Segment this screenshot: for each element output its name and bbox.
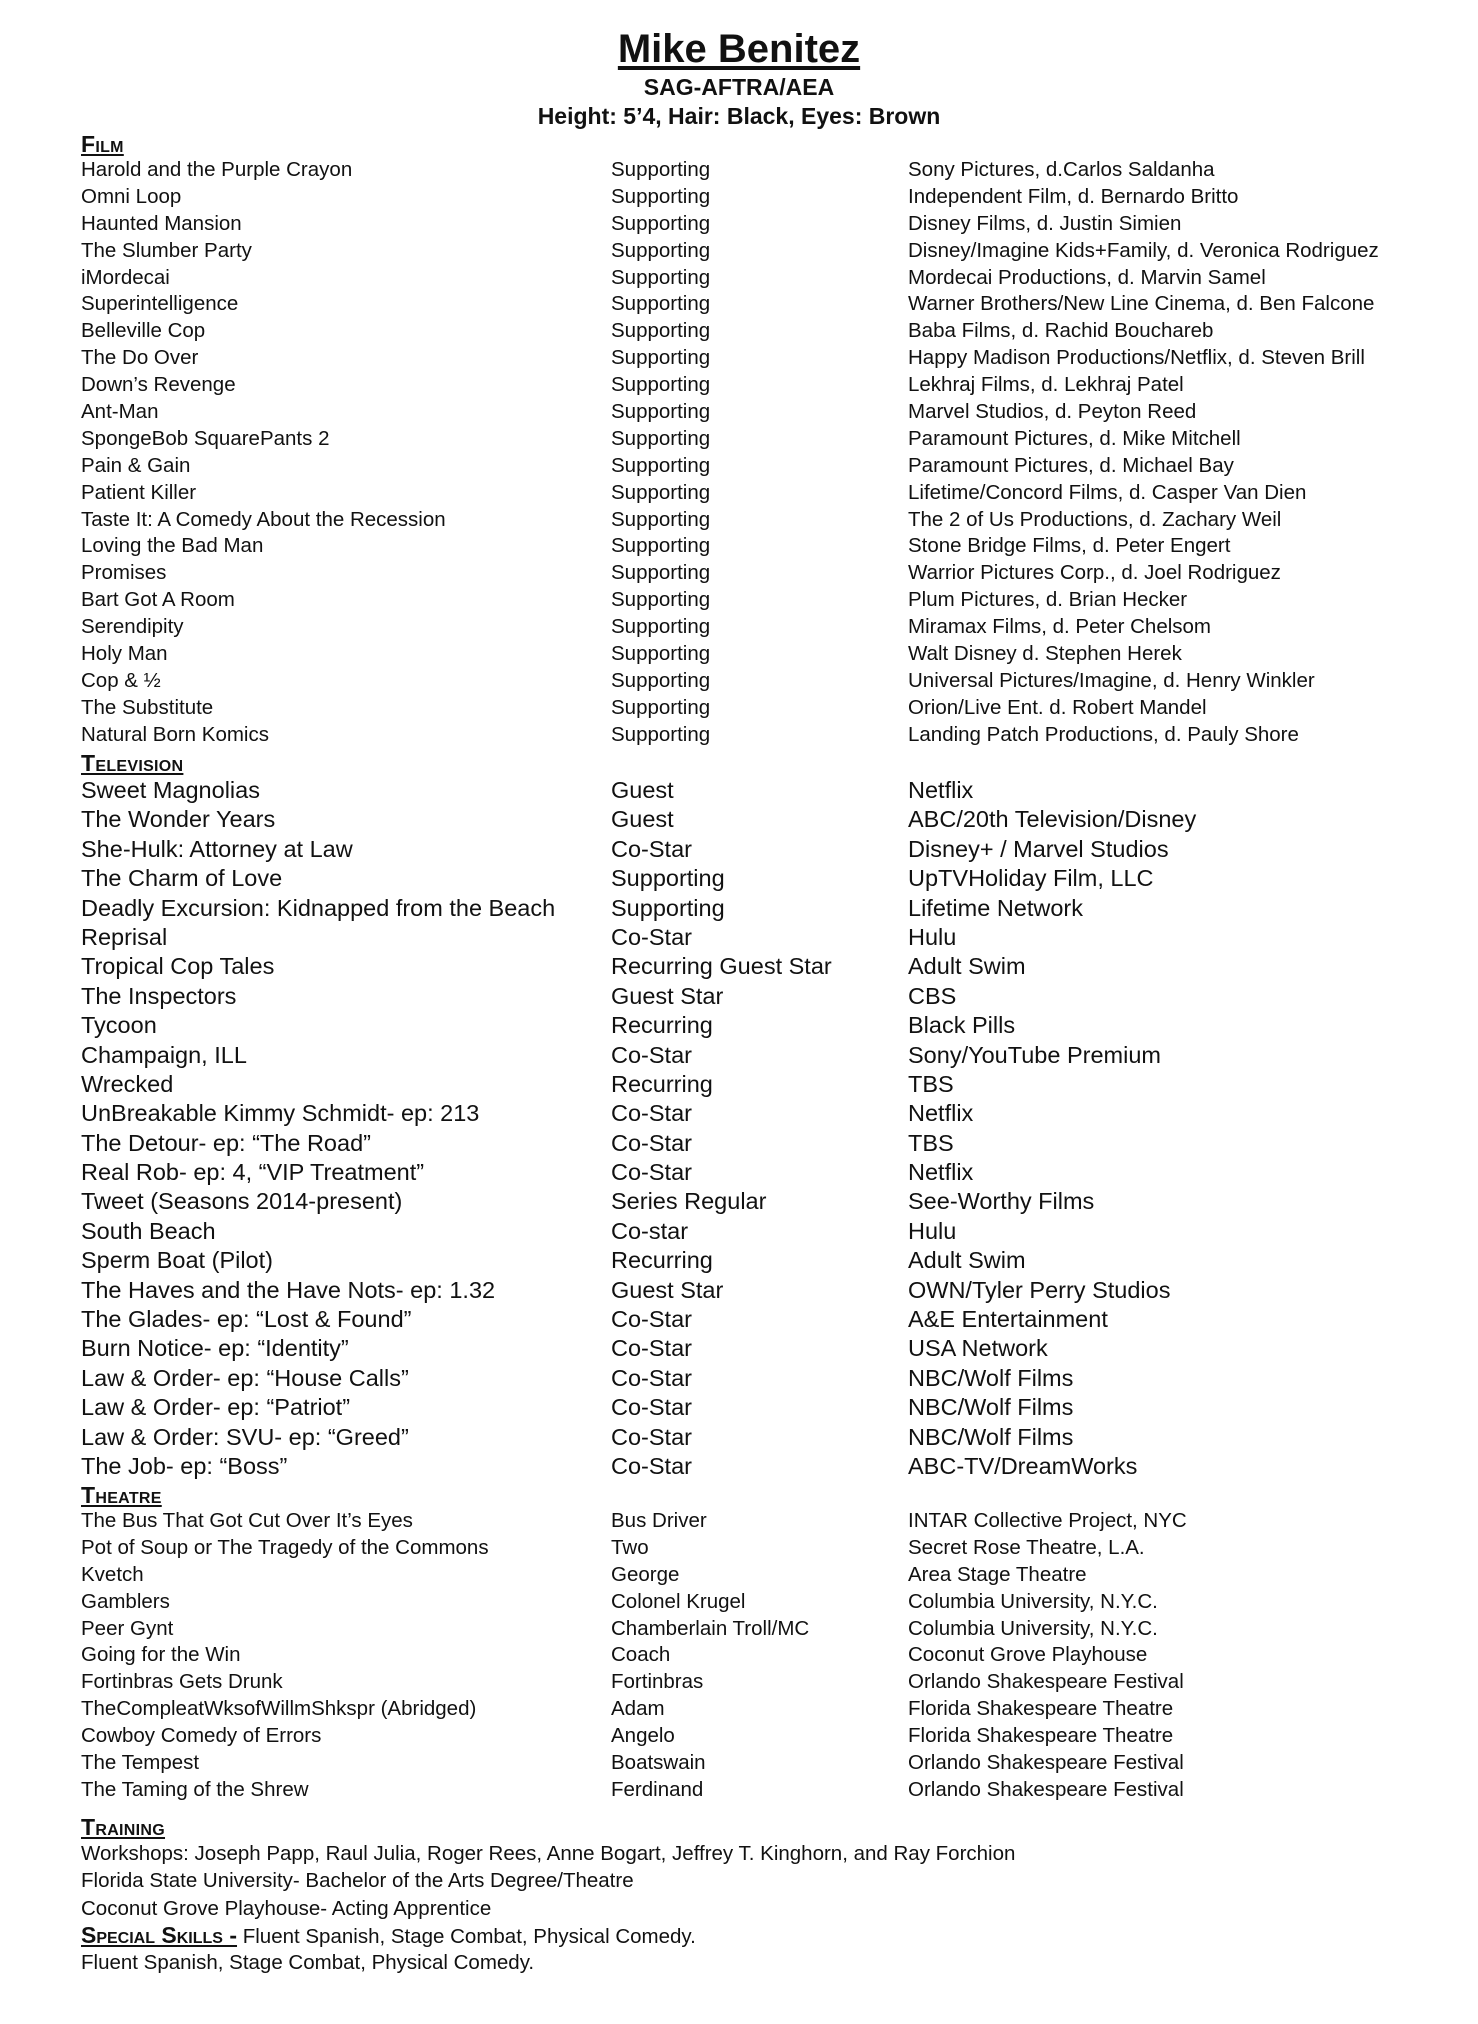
film-company: Paramount Pictures, d. Mike Mitchell (908, 426, 1241, 450)
theatre-row (0, 1642, 1478, 1669)
training-item: Workshops: Joseph Papp, Raul Julia, Roger Rees, Anne Bogart, Jeffrey T. Kinghorn, and Ray Forchion (81, 1842, 1016, 1865)
tv-company: Hulu (908, 923, 957, 950)
film-title: Taste It: A Comedy About the Recession (81, 507, 446, 531)
tv-row (0, 805, 1478, 834)
film-role: Supporting (611, 480, 711, 504)
film-row (0, 291, 1478, 318)
tv-row (0, 835, 1478, 864)
tv-row (0, 982, 1478, 1011)
tv-title: Real Rob- ep: 4, “VIP Treatment” (81, 1159, 425, 1186)
film-company: Stone Bridge Films, d. Peter Engert (908, 534, 1231, 558)
tv-row (0, 1129, 1478, 1158)
film-title: Natural Born Komics (81, 722, 269, 746)
film-row (0, 399, 1478, 426)
film-row (0, 157, 1478, 184)
tv-company: Adult Swim (908, 1247, 1026, 1274)
tv-title: Burn Notice- ep: “Identity” (81, 1335, 349, 1362)
tv-role: Series Regular (611, 1188, 767, 1215)
tv-row (0, 1217, 1478, 1246)
film-company: Landing Patch Productions, d. Pauly Shore (908, 722, 1299, 746)
tv-title: Law & Order- ep: “House Calls” (81, 1364, 409, 1391)
physical-stats: Height: 5’4, Hair: Black, Eyes: Brown (537, 103, 941, 129)
tv-row (0, 1364, 1478, 1393)
film-role: Supporting (611, 561, 711, 585)
training-item: Coconut Grove Playhouse- Acting Apprentice (81, 1896, 492, 1920)
theatre-role: Chamberlain Troll/MC (611, 1616, 810, 1640)
training-item: Florida State University- Bachelor of the Arts Degree/Theatre (81, 1869, 634, 1893)
film-role: Supporting (611, 588, 711, 612)
film-row (0, 211, 1478, 238)
film-role: Supporting (611, 615, 711, 639)
film-row (0, 614, 1478, 641)
tv-role: Co-Star (611, 1041, 692, 1068)
tv-company: ABC-TV/DreamWorks (908, 1452, 1138, 1479)
special-skills-line (81, 1922, 1461, 1949)
tv-row (0, 864, 1478, 893)
tv-row (0, 1246, 1478, 1275)
theatre-title: TheCompleatWksofWillmShkspr (Abridged) (81, 1697, 477, 1721)
film-title: Down’s Revenge (81, 373, 236, 397)
tv-title: Reprisal (81, 923, 168, 950)
tv-role: Recurring (611, 1247, 713, 1274)
tv-company: NBC/Wolf Films (908, 1394, 1074, 1421)
film-row (0, 426, 1478, 453)
theatre-company: Secret Rose Theatre, L.A. (908, 1535, 1145, 1559)
tv-row (0, 1393, 1478, 1422)
film-company: Sony Pictures, d.Carlos Saldanha (908, 158, 1215, 181)
film-title: Pain & Gain (81, 453, 191, 477)
film-row (0, 668, 1478, 695)
theatre-heading: Theatre (81, 1482, 162, 1508)
tv-row (0, 1070, 1478, 1099)
theatre-title: Peer Gynt (81, 1616, 174, 1640)
tv-company: Netflix (908, 777, 974, 803)
film-company: Miramax Films, d. Peter Chelsom (908, 615, 1212, 639)
tv-title: Sweet Magnolias (81, 777, 260, 803)
tv-title: UnBreakable Kimmy Schmidt- ep: 213 (81, 1100, 480, 1127)
film-company: Universal Pictures/Imagine, d. Henry Winkler (908, 668, 1315, 692)
tv-role: Co-Star (611, 1394, 692, 1421)
theatre-row (0, 1777, 1478, 1804)
theatre-role: Ferdinand (611, 1777, 704, 1801)
training-heading: Training (81, 1814, 166, 1840)
tv-title: Tycoon (81, 1012, 157, 1039)
film-company: Warner Brothers/New Line Cinema, d. Ben Falcone (908, 292, 1375, 316)
theatre-title: The Tempest (81, 1751, 200, 1775)
theatre-role: Bus Driver (611, 1509, 707, 1532)
tv-row (0, 1276, 1478, 1305)
film-row (0, 318, 1478, 345)
theatre-role: Boatswain (611, 1751, 706, 1775)
film-role: Supporting (611, 453, 711, 477)
film-title: iMordecai (81, 265, 170, 289)
film-heading: Film (81, 131, 124, 157)
tv-role: Co-Star (611, 1423, 692, 1450)
theatre-role: Fortinbras (611, 1670, 704, 1694)
tv-company: UpTVHoliday Film, LLC (908, 865, 1154, 892)
tv-role: Co-Star (611, 1452, 692, 1479)
theatre-title: Going for the Win (81, 1643, 241, 1667)
film-company: Marvel Studios, d. Peyton Reed (908, 400, 1197, 424)
film-title: Ant-Man (81, 400, 159, 424)
tv-company: Adult Swim (908, 953, 1026, 980)
tv-company: Netflix (908, 1100, 974, 1127)
film-title: SpongeBob SquarePants 2 (81, 426, 330, 450)
tv-title: Tweet (Seasons 2014-present) (81, 1188, 403, 1215)
film-role: Supporting (611, 534, 711, 558)
film-row (0, 695, 1478, 722)
tv-company: Netflix (908, 1159, 974, 1186)
tv-row (0, 1334, 1478, 1363)
film-role: Supporting (611, 265, 711, 289)
theatre-role: George (611, 1562, 680, 1586)
tv-role: Guest (611, 806, 674, 833)
theatre-company: Orlando Shakespeare Festival (908, 1670, 1184, 1694)
film-role: Supporting (611, 507, 711, 531)
film-company: Independent Film, d. Bernardo Britto (908, 184, 1239, 208)
film-role: Supporting (611, 158, 711, 181)
film-credits (0, 157, 1478, 749)
theatre-company: Coconut Grove Playhouse (908, 1643, 1148, 1667)
theatre-title: Fortinbras Gets Drunk (81, 1670, 283, 1694)
theatre-role: Coach (611, 1643, 671, 1667)
tv-title: Deadly Excursion: Kidnapped from the Beach (81, 894, 556, 921)
theatre-company: INTAR Collective Project, NYC (908, 1509, 1187, 1532)
theatre-role: Colonel Krugel (611, 1589, 746, 1613)
film-row (0, 722, 1478, 749)
film-company: Orion/Live Ent. d. Robert Mandel (908, 695, 1207, 719)
theatre-role: Adam (611, 1697, 665, 1721)
film-company: The 2 of Us Productions, d. Zachary Weil (908, 507, 1282, 531)
theatre-company: Columbia University, N.Y.C. (908, 1589, 1158, 1613)
film-role: Supporting (611, 722, 711, 746)
theatre-row (0, 1535, 1478, 1562)
theatre-role: Angelo (611, 1724, 675, 1748)
theatre-title: Cowboy Comedy of Errors (81, 1724, 322, 1748)
theatre-row (0, 1669, 1478, 1696)
film-role: Supporting (611, 426, 711, 450)
film-title: Cop & ½ (81, 668, 161, 692)
tv-role: Co-star (611, 1217, 689, 1244)
film-row (0, 453, 1478, 480)
tv-title: Law & Order- ep: “Patriot” (81, 1394, 351, 1421)
film-company: Warrior Pictures Corp., d. Joel Rodriguez (908, 561, 1281, 585)
tv-row (0, 1011, 1478, 1040)
film-role: Supporting (611, 319, 711, 343)
tv-role: Supporting (611, 865, 725, 892)
film-company: Paramount Pictures, d. Michael Bay (908, 453, 1234, 477)
tv-company: USA Network (908, 1335, 1048, 1362)
theatre-credits (0, 1508, 1478, 1804)
tv-row (0, 894, 1478, 923)
special-skills-inline: Fluent Spanish, Stage Combat, Physical Comedy. (237, 1925, 696, 1948)
film-row (0, 265, 1478, 292)
film-role: Supporting (611, 211, 711, 235)
theatre-title: Gamblers (81, 1589, 170, 1613)
film-title: Patient Killer (81, 480, 197, 504)
film-company: Disney Films, d. Justin Simien (908, 211, 1182, 235)
special-skills (81, 1922, 1461, 1977)
theatre-title: The Bus That Got Cut Over It’s Eyes (81, 1509, 413, 1532)
tv-role: Guest Star (611, 982, 724, 1009)
film-company: Walt Disney d. Stephen Herek (908, 642, 1182, 666)
film-title: Loving the Bad Man (81, 534, 264, 558)
tv-title: The Wonder Years (81, 806, 276, 833)
tv-role: Supporting (611, 894, 725, 921)
tv-role: Co-Star (611, 835, 692, 862)
tv-company: Hulu (908, 1217, 957, 1244)
film-title: The Slumber Party (81, 238, 252, 262)
film-role: Supporting (611, 292, 711, 316)
theatre-row (0, 1589, 1478, 1616)
tv-company: TBS (908, 1070, 954, 1097)
film-company: Happy Madison Productions/Netflix, d. Steven Brill (908, 346, 1365, 370)
tv-role: Co-Star (611, 1306, 692, 1333)
tv-row (0, 776, 1478, 805)
tv-title: The Detour- ep: “The Road” (81, 1129, 371, 1156)
film-title: Haunted Mansion (81, 211, 242, 235)
film-role: Supporting (611, 642, 711, 666)
tv-role: Co-Star (611, 1335, 692, 1362)
tv-company: See-Worthy Films (908, 1188, 1095, 1215)
tv-row (0, 1305, 1478, 1334)
tv-company: A&E Entertainment (908, 1306, 1108, 1333)
film-title: Promises (81, 561, 167, 585)
theatre-role: Two (611, 1535, 649, 1559)
tv-title: The Glades- ep: “Lost & Found” (81, 1306, 412, 1333)
film-title: Belleville Cop (81, 319, 206, 343)
tv-title: She-Hulk: Attorney at Law (81, 835, 353, 862)
special-skills-text: Fluent Spanish, Stage Combat, Physical Comedy. (81, 1951, 535, 1975)
tv-company: OWN/Tyler Perry Studios (908, 1276, 1171, 1303)
film-role: Supporting (611, 695, 711, 719)
film-role: Supporting (611, 238, 711, 262)
television-credits (0, 776, 1478, 1481)
tv-row (0, 1452, 1478, 1481)
training-list (81, 1840, 1461, 1922)
tv-role: Guest (611, 777, 674, 803)
theatre-title: The Taming of the Shrew (81, 1777, 309, 1801)
tv-role: Co-Star (611, 1159, 692, 1186)
theatre-company: Florida Shakespeare Theatre (908, 1724, 1174, 1748)
film-title: The Substitute (81, 695, 214, 719)
tv-row (0, 923, 1478, 952)
tv-company: NBC/Wolf Films (908, 1423, 1074, 1450)
tv-title: The Inspectors (81, 982, 237, 1009)
theatre-row (0, 1508, 1478, 1535)
tv-company: CBS (908, 982, 957, 1009)
film-title: Omni Loop (81, 184, 182, 208)
tv-title: The Job- ep: “Boss” (81, 1452, 288, 1479)
film-title: Bart Got A Room (81, 588, 235, 612)
tv-title: The Haves and the Have Nots- ep: 1.32 (81, 1276, 496, 1303)
tv-title: South Beach (81, 1217, 216, 1244)
film-company: Lifetime/Concord Films, d. Casper Van Dien (908, 480, 1307, 504)
tv-row (0, 1041, 1478, 1070)
film-row (0, 507, 1478, 534)
tv-title: Sperm Boat (Pilot) (81, 1247, 273, 1274)
film-row (0, 641, 1478, 668)
theatre-company: Columbia University, N.Y.C. (908, 1616, 1158, 1640)
film-row (0, 345, 1478, 372)
tv-title: Champaign, ILL (81, 1041, 247, 1068)
tv-title: The Charm of Love (81, 865, 283, 892)
tv-title: Wrecked (81, 1070, 174, 1097)
theatre-company: Orlando Shakespeare Festival (908, 1777, 1184, 1801)
film-company: Disney/Imagine Kids+Family, d. Veronica Rodriguez (908, 238, 1379, 262)
tv-company: Black Pills (908, 1012, 1016, 1039)
tv-company: TBS (908, 1129, 954, 1156)
film-title: Serendipity (81, 615, 184, 639)
theatre-company: Florida Shakespeare Theatre (908, 1697, 1174, 1721)
tv-title: Law & Order: SVU- ep: “Greed” (81, 1423, 409, 1450)
film-role: Supporting (611, 668, 711, 692)
film-row (0, 238, 1478, 265)
film-company: Mordecai Productions, d. Marvin Samel (908, 265, 1266, 289)
film-title: Superintelligence (81, 292, 239, 316)
theatre-title: Kvetch (81, 1562, 144, 1586)
film-company: Plum Pictures, d. Brian Hecker (908, 588, 1188, 612)
theatre-row (0, 1616, 1478, 1643)
tv-company: Sony/YouTube Premium (908, 1041, 1161, 1068)
film-row (0, 372, 1478, 399)
theatre-row (0, 1750, 1478, 1777)
film-row (0, 480, 1478, 507)
tv-company: ABC/20th Television/Disney (908, 806, 1197, 833)
film-row (0, 184, 1478, 211)
actor-name: Mike Benitez (617, 27, 861, 71)
tv-role: Co-Star (611, 1129, 692, 1156)
theatre-row (0, 1696, 1478, 1723)
theatre-row (0, 1723, 1478, 1750)
film-role: Supporting (611, 184, 711, 208)
film-title: Holy Man (81, 642, 168, 666)
film-title: Harold and the Purple Crayon (81, 158, 353, 181)
tv-role: Co-Star (611, 1364, 692, 1391)
tv-company: Disney+ / Marvel Studios (908, 835, 1169, 862)
theatre-company: Area Stage Theatre (908, 1562, 1087, 1586)
tv-row (0, 1423, 1478, 1452)
television-heading: Television (81, 750, 184, 776)
tv-role: Recurring (611, 1070, 713, 1097)
tv-row (0, 1187, 1478, 1216)
tv-role: Recurring Guest Star (611, 953, 832, 980)
tv-role: Co-Star (611, 923, 692, 950)
film-role: Supporting (611, 400, 711, 424)
tv-role: Guest Star (611, 1276, 724, 1303)
theatre-row (0, 1562, 1478, 1589)
theatre-title: Pot of Soup or The Tragedy of the Commons (81, 1535, 489, 1559)
special-skills-heading: Special Skills - (81, 1922, 238, 1948)
film-role: Supporting (611, 346, 711, 370)
film-company: Baba Films, d. Rachid Bouchareb (908, 319, 1214, 343)
film-row (0, 587, 1478, 614)
tv-company: Lifetime Network (908, 894, 1083, 921)
tv-row (0, 1158, 1478, 1187)
film-title: The Do Over (81, 346, 199, 370)
tv-row (0, 952, 1478, 981)
tv-row (0, 1099, 1478, 1128)
film-company: Lekhraj Films, d. Lekhraj Patel (908, 373, 1184, 397)
tv-role: Recurring (611, 1012, 713, 1039)
tv-company: NBC/Wolf Films (908, 1364, 1074, 1391)
film-row (0, 533, 1478, 560)
union-affiliation: SAG-AFTRA/AEA (643, 74, 835, 100)
tv-role: Co-Star (611, 1100, 692, 1127)
film-row (0, 560, 1478, 587)
film-role: Supporting (611, 373, 711, 397)
theatre-company: Orlando Shakespeare Festival (908, 1751, 1184, 1775)
tv-title: Tropical Cop Tales (81, 953, 275, 980)
